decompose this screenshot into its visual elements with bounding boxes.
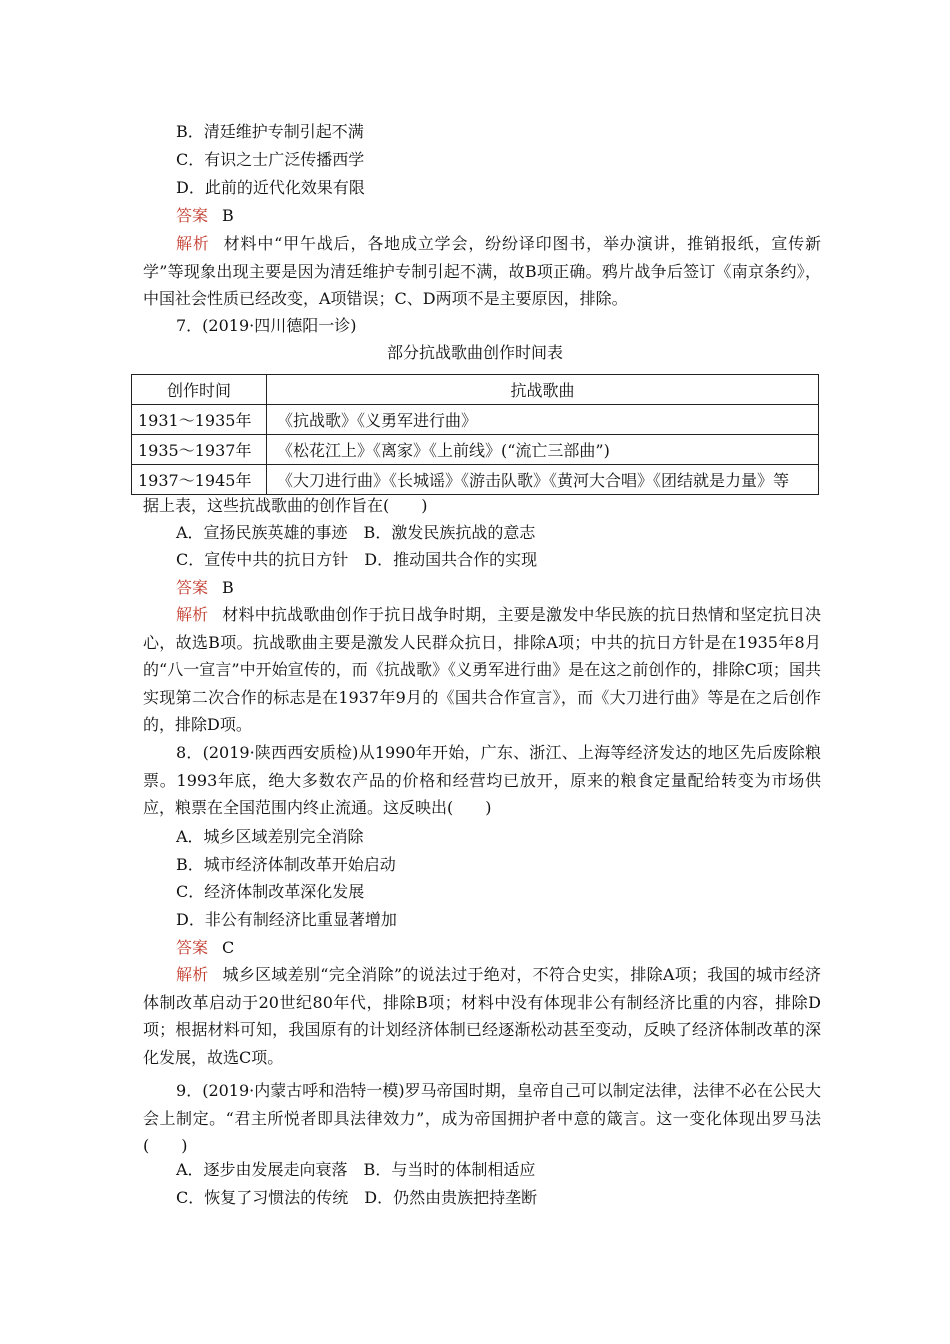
q9-stem: 9．(2019·内蒙古呼和浩特一模)罗马帝国时期，皇帝自己可以制定法律，法律不必在公民大会上制定。“君主所悦者即具法律效力”，成为帝国拥护者中意的箴言。这一变化体现出罗马法( ): [143, 1081, 821, 1155]
q8-analysis-label: 解析: [176, 965, 209, 984]
table-header-songs: 抗战歌曲: [267, 375, 819, 405]
table-cell-songs: 《大刀进行曲》《长城谣》《游击队歌》《黄河大合唱》《团结就是力量》等: [267, 465, 819, 495]
q6-analysis-label: 解析: [176, 234, 210, 253]
q8-option-d: D．非公有制经济比重显著增加: [176, 910, 397, 929]
q8-option-a: A．城乡区域差别完全消除: [176, 827, 364, 846]
q8-option-c: C．经济体制改革深化发展: [176, 882, 365, 901]
q7-analysis-label: 解析: [176, 605, 209, 624]
q7-answer-line: [176, 578, 856, 598]
q6-analysis-text: 材料中“甲午战后，各地成立学会，纷纷译印图书，举办演讲，推销报纸，宣传新学”等现象出现主要是因为清廷维护专制引起不满，故B项正确。鸦片战争后签订《南京条约》，中国社会性质已经改变，A项错误；C、D两项不是主要原因，排除。: [143, 234, 821, 308]
q7-table-caption: 部分抗战歌曲创作时间表: [386, 343, 563, 362]
q7-options-cd: C．宣传中共的抗日方针 D．推动国共合作的实现: [176, 550, 538, 569]
q6-answer-label: 答案: [176, 206, 209, 225]
q6-option-b: B．清廷维护专制引起不满: [176, 122, 364, 141]
table-cell-time: 1937～1945年: [132, 465, 267, 495]
q8-stem: 8．(2019·陕西西安质检)从1990年开始，广东、浙江、上海等经济发达的地区先后废除粮票。1993年底，绝大多数农产品的价格和经营均已放开，原来的粮食定量配给转变为市场供应，粮票在全国范围内终止流通。这反映出( ): [143, 743, 821, 817]
table-cell-time: 1935～1937年: [132, 435, 267, 465]
table-cell-songs: 《松花江上》《离家》《上前线》(“流亡三部曲”): [267, 435, 819, 465]
q9-options-ab: A．逐步由发展走向衰落 B．与当时的体制相适应: [176, 1160, 536, 1179]
q7-question: 据上表，这些抗战歌曲的创作旨在( ): [143, 496, 428, 515]
table-header-time: 创作时间: [132, 375, 267, 405]
table-cell-songs: 《抗战歌》《义勇军进行曲》: [267, 405, 819, 435]
q6-answer-line: [176, 206, 856, 226]
q8-answer: C: [222, 938, 235, 957]
q7-analysis: [143, 601, 821, 739]
q8-analysis-text: 城乡区域差别“完全消除”的说法过于绝对，不符合史实，排除A项；我国的城市经济体制改革启动于20世纪80年代，排除B项；材料中没有体现非公有制经济比重的内容，排除D项；根据材料可知，我国原有的计划经济体制已经逐渐松动甚至变动，反映了经济体制改革的深化发展，故选C项。: [143, 965, 821, 1067]
q7-analysis-text: 材料中抗战歌曲创作于抗日战争时期，主要是激发中华民族的抗日热情和坚定抗日决心，故选B项。抗战歌曲主要是激发人民群众抗日，排除A项；中共的抗日方针是在1935年8月的“八一宣言”中开始宣传的，而《抗战歌》《义勇军进行曲》是在这之前创作的，排除C项；国共实现第二次合作的标志是在1937年9月的《国共合作宣言》，而《大刀进行曲》等是在之后创作的，排除D项。: [143, 605, 821, 734]
q9-options-cd: C．恢复了习惯法的传统 D．仍然由贵族把持垄断: [176, 1188, 538, 1207]
q7-options-ab: A．宣扬民族英雄的事迹 B．激发民族抗战的意志: [176, 523, 536, 542]
table-cell-time: 1931～1935年: [132, 405, 267, 435]
q7-song-table: [131, 374, 819, 495]
table-row: [132, 465, 819, 495]
q8-analysis: [143, 961, 821, 1071]
q7-stem: 7．(2019·四川德阳一诊): [176, 316, 357, 335]
table-row: [132, 405, 819, 435]
q6-option-d: D．此前的近代化效果有限: [176, 178, 365, 197]
q8-answer-line: [176, 938, 856, 958]
q7-answer-label: 答案: [176, 578, 209, 597]
table-header-row: [132, 375, 819, 405]
table-row: [132, 435, 819, 465]
q7-answer: B: [222, 578, 234, 597]
q8-answer-label: 答案: [176, 938, 209, 957]
q6-answer: B: [222, 206, 234, 225]
q8-option-b: B．城市经济体制改革开始启动: [176, 855, 396, 874]
q6-option-c: C．有识之士广泛传播西学: [176, 150, 365, 169]
q6-analysis: [143, 230, 821, 313]
